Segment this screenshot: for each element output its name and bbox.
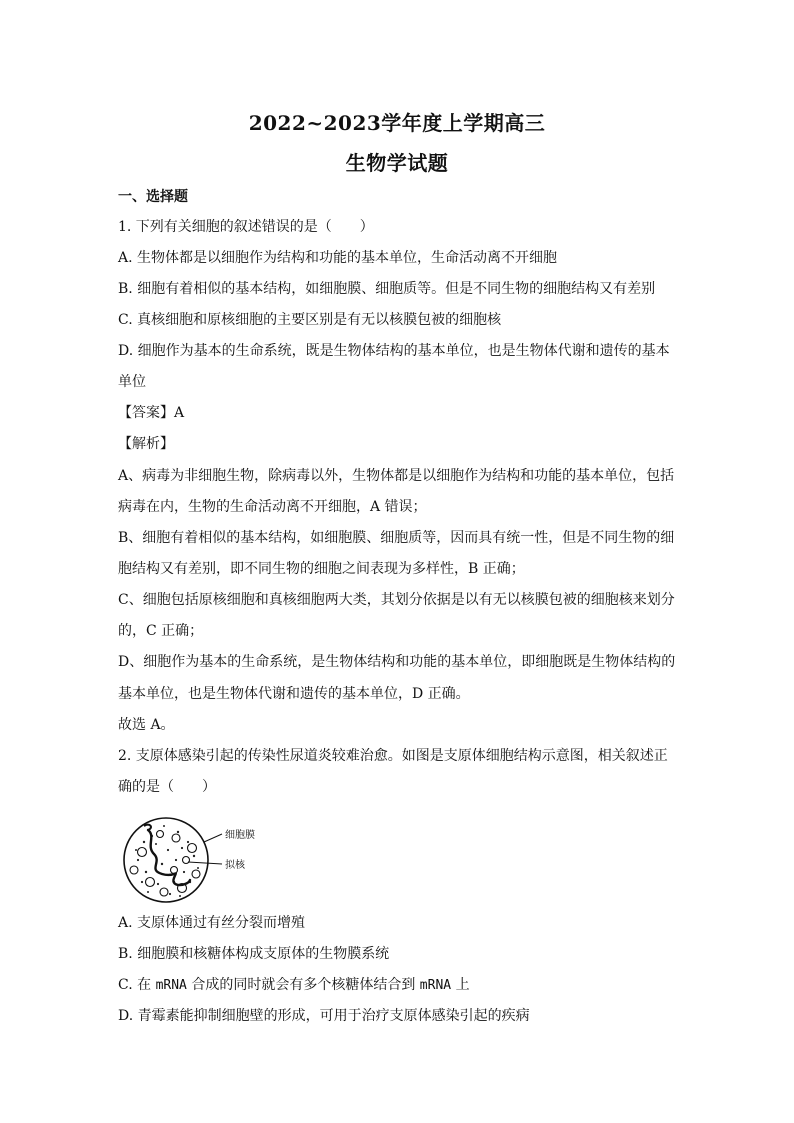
q1-conclusion: 故选 A。 [118,717,175,733]
q1-analysis-line: 病毒在内，生物的生命活动离不开细胞，A 错误； [118,499,427,515]
q1-analysis-line: C、细胞包括原核细胞和真核细胞两大类，其划分依据是以有无以核膜包被的细胞核来划分 [118,592,675,608]
q1-stem: 1. 下列有关细胞的叙述错误的是（ ） [118,219,374,235]
document-title: 2022~2023学年度上学期高三 [248,111,546,135]
section-heading: 一、选择题 [118,189,188,205]
q2-option-d: D. 青霉素能抑制细胞壁的形成，可用于治疗支原体感染引起的疾病 [118,1008,530,1024]
q1-analysis-line: 基本单位，也是生物体代谢和遗传的基本单位，D 正确。 [118,686,470,702]
q1-analysis-line: 的，C 正确； [118,623,204,639]
q2-option-c-middle: 合成的同时就会有多个核糖体结合到 [191,977,416,993]
q2-option-b: B. 细胞膜和核糖体构成支原体的生物膜系统 [118,946,390,962]
q1-analysis-line: 胞结构又有差别，即不同生物的细胞之间表现为多样性，B 正确； [118,561,525,577]
q1-option-d-cont: 单位 [118,374,146,390]
q1-analysis-line: A、病毒为非细胞生物，除病毒以外，生物体都是以细胞作为结构和功能的基本单位，包括 [118,468,675,484]
q1-analysis-line: B、细胞有着相似的基本结构，如细胞膜、细胞质等，因而具有统一性，但是不同生物的细 [118,530,675,546]
q1-option-b: B. 细胞有着相似的基本结构，如细胞膜、细胞质等。但是不同生物的细胞结构又有差别 [118,281,656,297]
label-nucleoid: 拟核 [225,860,245,871]
mycoplasma-cell-diagram [118,812,278,908]
mrna-term: mRNA [155,978,187,993]
q1-analysis-heading: 【解析】 [118,436,174,452]
q2-stem-cont: 确的是（ ） [118,779,216,795]
membrane-pointer-line [204,834,222,842]
mrna-term: mRNA [419,978,452,993]
q1-analysis-line: D、细胞作为基本的生命系统，是生物体结构和功能的基本单位，即细胞既是生物体结构的 [118,654,676,670]
q2-option-c [118,975,684,996]
q2-option-a: A. 支原体通过有丝分裂而增殖 [118,915,306,931]
q1-option-c: C. 真核细胞和原核细胞的主要区别是有无以核膜包被的细胞核 [118,312,502,328]
label-cell-membrane: 细胞膜 [225,830,255,841]
q2-option-c-suffix: 上 [455,977,470,993]
q2-stem: 2. 支原体感染引起的传染性尿道炎较难治愈。如图是支原体细胞结构示意图，相关叙述正 [118,748,668,764]
q1-answer: 【答案】A [118,405,185,421]
q2-option-c-prefix: C. 在 [118,977,152,993]
q1-option-d: D. 细胞作为基本的生命系统，既是生物体结构的基本单位，也是生物体代谢和遗传的基本 [118,343,670,359]
document-subtitle: 生物学试题 [345,151,449,175]
q1-option-a: A. 生物体都是以细胞作为结构和功能的基本单位，生命活动离不开细胞 [118,250,558,266]
